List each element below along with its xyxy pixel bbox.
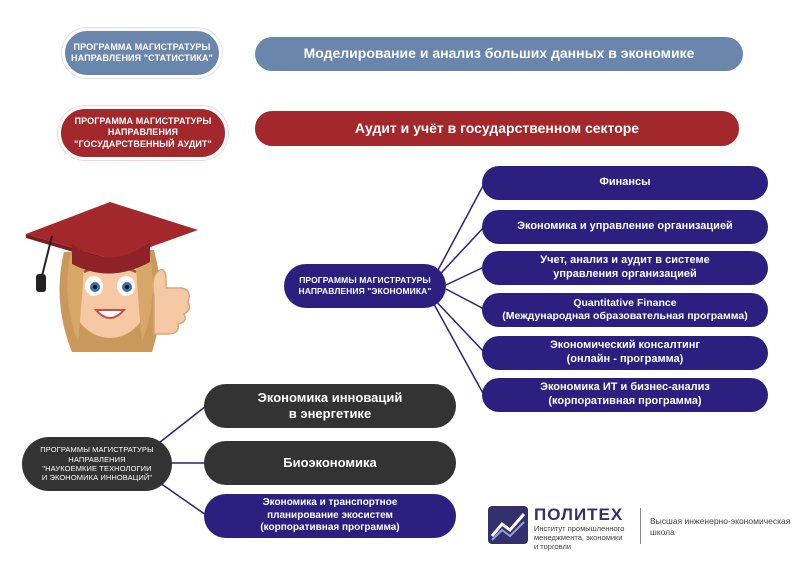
economics-program-it[interactable] (482, 378, 768, 412)
logo-sub-line: Институт промышленного (534, 524, 625, 533)
school-line: школа (650, 527, 675, 537)
economics-label-line: НАПРАВЛЕНИЯ "ЭКОНОМИКА" (298, 286, 432, 296)
innovation-direction-label (22, 437, 172, 491)
polytech-logo-text (534, 506, 634, 551)
graduate-girl-illustration (22, 192, 202, 362)
program-text: (онлайн - программа) (566, 353, 684, 365)
program-text: Экономический консалтинг (549, 339, 701, 352)
statistics-label-line: ПРОГРАММА МАГИСТРАТУРЫ (73, 41, 211, 52)
program-text: (Международная образовательная программа) (502, 310, 748, 322)
statistics-label-line: НАПРАВЛЕНИЯ "СТАТИСТИКА" (71, 53, 213, 63)
logo-sub-line: менеджмента, экономики (534, 533, 623, 542)
polytech-name: ПОЛИТЕХ (534, 505, 624, 524)
audit-direction-label (58, 106, 228, 160)
innovation-label-line: НАПРАВЛЕНИЯ (68, 454, 126, 464)
innovation-label-line: И ЭКОНОМИКА ИННОВАЦИЙ" (41, 473, 153, 483)
logo-divider (640, 508, 641, 544)
audit-label-line: НАПРАВЛЕНИЯ (107, 127, 179, 138)
economics-program-quant-finance[interactable] (482, 293, 768, 327)
program-text: Учет, анализ и аудит в системе (540, 254, 710, 267)
economics-program-management[interactable] (482, 210, 768, 244)
connector-economics-quant (446, 289, 484, 309)
innovation-program-transport[interactable] (204, 494, 456, 538)
program-text: Финансы (599, 176, 651, 189)
economics-label-line: ПРОГРАММЫ МАГИСТРАТУРЫ (299, 275, 431, 286)
statistics-direction-label (62, 28, 222, 78)
innovation-program-energy[interactable] (204, 384, 456, 428)
audit-program-pill[interactable] (255, 111, 739, 146)
statistics-program-pill[interactable] (255, 37, 743, 71)
economics-program-consulting[interactable] (482, 336, 768, 370)
program-text: Биоэкономика (283, 454, 377, 470)
school-line: Высшая инженерно-экономическая (650, 516, 791, 526)
innovation-label-line: ПРОГРАММЫ МАГИСТРАТУРЫ (40, 445, 154, 455)
innovation-label-line: "НАУКОЕМКИЕ ТЕХНОЛОГИИ (42, 464, 152, 473)
statistics-program-text: Моделирование и анализ больших данных в экономике (303, 45, 695, 62)
economics-direction-label (284, 264, 446, 308)
audit-label-line: "ГОСУДАРСТВЕННЫЙ АУДИТ" (74, 138, 212, 149)
program-text: Quantitative Finance (573, 296, 677, 309)
program-text: Экономика и управление организацией (517, 220, 733, 233)
polytech-logo-icon (488, 506, 528, 544)
program-text: Экономика и транспортное (262, 497, 398, 509)
economics-program-finance[interactable] (482, 166, 768, 200)
logo-sub-line: и торговли (534, 542, 572, 551)
program-text: Экономика ИТ и бизнес-анализ (540, 381, 710, 394)
program-text: Экономика инноваций (257, 389, 403, 405)
innovation-program-bioeconomics[interactable] (204, 441, 456, 485)
connector-economics-accounting (446, 267, 484, 285)
connector-economics-consulting (430, 295, 484, 352)
economics-program-accounting[interactable] (482, 251, 768, 285)
program-text: (корпоративная программа) (260, 522, 400, 534)
audit-label-line: ПРОГРАММА МАГИСТРАТУРЫ (74, 116, 212, 127)
program-text: управления организацией (553, 268, 697, 280)
program-text: планирование экосистем (267, 509, 393, 521)
program-text: (корпоративная программа) (548, 395, 702, 407)
school-name (650, 516, 800, 538)
audit-program-text: Аудит и учёт в государственном секторе (354, 119, 640, 136)
program-text: в энергетике (288, 406, 372, 421)
connector-economics-it (430, 297, 484, 395)
